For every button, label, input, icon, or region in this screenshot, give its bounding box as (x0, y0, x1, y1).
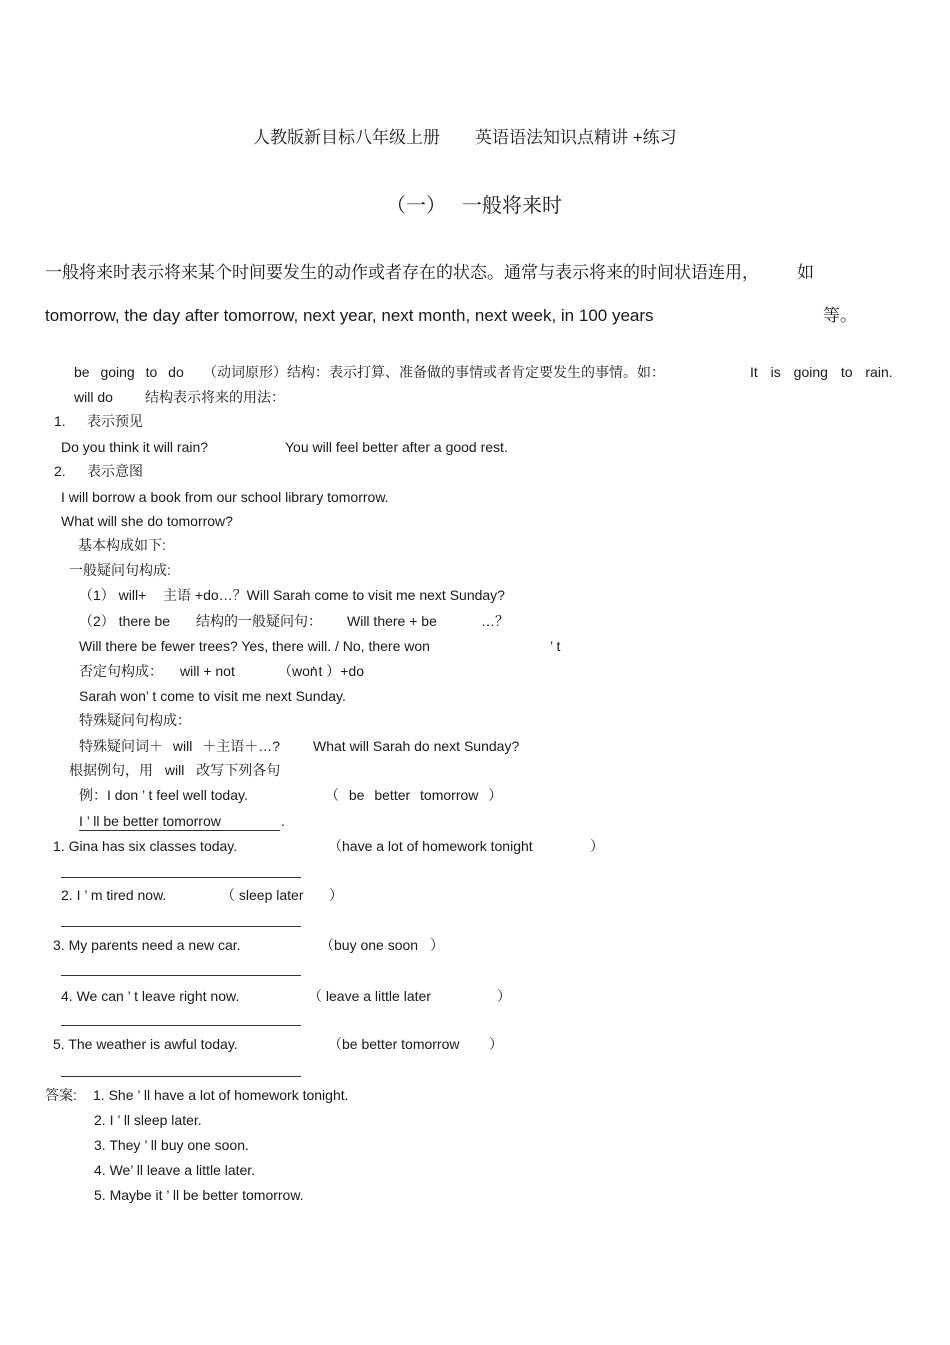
exercise-item-5-hint: （be better tomorrow (328, 1036, 460, 1052)
there-be-example-a: Will there be fewer trees? Yes, there will. / No, there won (79, 638, 430, 654)
exercise-item-2-hint: （ sleep later (221, 887, 304, 903)
negative-structure-b: （won (278, 663, 318, 679)
will-do-desc: 结构表示将来的用法： (145, 389, 285, 405)
exercise-item-1-hint: （have a lot of homework tonight (328, 838, 533, 854)
basic-structure-heading: 基本构成如下: (78, 537, 166, 553)
exercise-example-answer: I ’ ll be better tomorrow (79, 812, 280, 831)
answer-item-1: 1. She ’ ll have a lot of homework tonight. (93, 1087, 349, 1103)
general-question-1-a: （1） will+ (79, 587, 147, 603)
be-going-to-example: It is going to rain. (750, 364, 893, 380)
usage2-number: 2. (54, 463, 66, 479)
be-going-to-desc: （动词原形）结构：表示打算、准备做的事情或者肯定要发生的事情。如： (203, 364, 665, 380)
exercise-item-5-close: ） (489, 1036, 503, 1052)
exercise-item-2-answer-blank[interactable] (61, 926, 301, 927)
negative-structure-a: will + not (180, 663, 235, 679)
exercise-item-2-close: ） (329, 887, 343, 903)
negative-example: Sarah won’ t come to visit me next Sunday. (79, 688, 346, 704)
exercise-item-3-answer-blank[interactable] (61, 975, 301, 976)
doc-title-left: 人教版新目标八年级上册 (253, 128, 440, 147)
usage1-example-b: You will feel better after a good rest. (285, 439, 508, 455)
general-question-1-b: 主语 +do…？Will Sarah come to visit me next Sunday? (163, 587, 505, 603)
exercise-item-3-hint: （buy one soon (320, 937, 419, 953)
usage1-example-a: Do you think it will rain? (61, 439, 209, 455)
section-number: （一） (386, 195, 446, 217)
exercise-item-1-sentence: 1. Gina has six classes today. (53, 838, 238, 854)
general-question-2-a: （2） there be (79, 613, 171, 629)
negative-heading: 否定句构成： (79, 663, 163, 679)
exercise-item-4-close: ） (497, 988, 511, 1004)
usage2-example-a: I will borrow a book from our school library tomorrow. (61, 489, 389, 505)
general-question-2-c: Will there + be (347, 613, 437, 629)
exercise-example-hint: （ be better tomorrow ） (325, 787, 503, 803)
doc-title-right: 英语语法知识点精讲 +练习 (475, 128, 677, 147)
will-do-structure: will do (74, 389, 113, 405)
exercise-example-sentence: 例：I don ’ t feel well today. (79, 787, 248, 803)
intro-line1-end: 如 (797, 263, 814, 282)
section-title: 一般将来时 (462, 195, 562, 217)
exercise-item-1-close: ） (590, 838, 604, 854)
be-going-to-structure: be going to do (74, 364, 184, 380)
exercise-item-3-close: ） (430, 937, 444, 953)
intro-line2-end: 等。 (823, 306, 857, 325)
general-question-2-b: 结构的一般疑问句： (196, 613, 322, 629)
negative-structure-c: ’ t ）+do (312, 663, 365, 679)
special-question-structure: 特殊疑问词＋ will ＋主语＋…? (79, 738, 281, 754)
usage2-label: 表示意图 (87, 463, 143, 479)
intro-line2: tomorrow, the day after tomorrow, next year, next month, next week, in 100 years (45, 306, 654, 325)
there-be-example-b: ’ t (550, 638, 561, 654)
answer-item-3: 3. They ’ ll buy one soon. (94, 1137, 249, 1153)
usage1-label: 表示预见 (87, 413, 143, 429)
usage2-example-b: What will she do tomorrow? (61, 513, 233, 529)
answers-label: 答案: (45, 1087, 77, 1103)
exercise-example-period: . (281, 813, 285, 829)
general-question-heading: 一般疑问句构成: (69, 562, 171, 578)
exercise-item-5-sentence: 5. The weather is awful today. (53, 1036, 238, 1052)
answer-item-2: 2. I ’ ll sleep later. (94, 1112, 202, 1128)
exercise-item-4-hint: （ leave a little later (308, 988, 431, 1004)
intro-line1: 一般将来时表示将来某个时间要发生的动作或者存在的状态。通常与表示将来的时间状语连用， (45, 263, 759, 282)
exercise-item-4-sentence: 4. We can ’ t leave right now. (61, 988, 240, 1004)
exercise-item-5-answer-blank[interactable] (61, 1076, 301, 1077)
exercise-item-1-answer-blank[interactable] (61, 877, 301, 878)
general-question-2-d: …？ (481, 613, 509, 629)
answer-item-5: 5. Maybe it ’ ll be better tomorrow. (94, 1187, 304, 1203)
exercise-item-3-sentence: 3. My parents need a new car. (53, 937, 241, 953)
answer-item-4: 4. We’ ll leave a little later. (94, 1162, 256, 1178)
special-question-example: What will Sarah do next Sunday? (313, 738, 520, 754)
usage1-number: 1. (54, 413, 66, 429)
exercise-instruction: 根据例句，用 will 改写下列各句 (69, 762, 281, 778)
exercise-item-4-answer-blank[interactable] (61, 1025, 301, 1026)
exercise-item-2-sentence: 2. I ’ m tired now. (61, 887, 167, 903)
special-question-heading: 特殊疑问句构成： (79, 712, 191, 728)
